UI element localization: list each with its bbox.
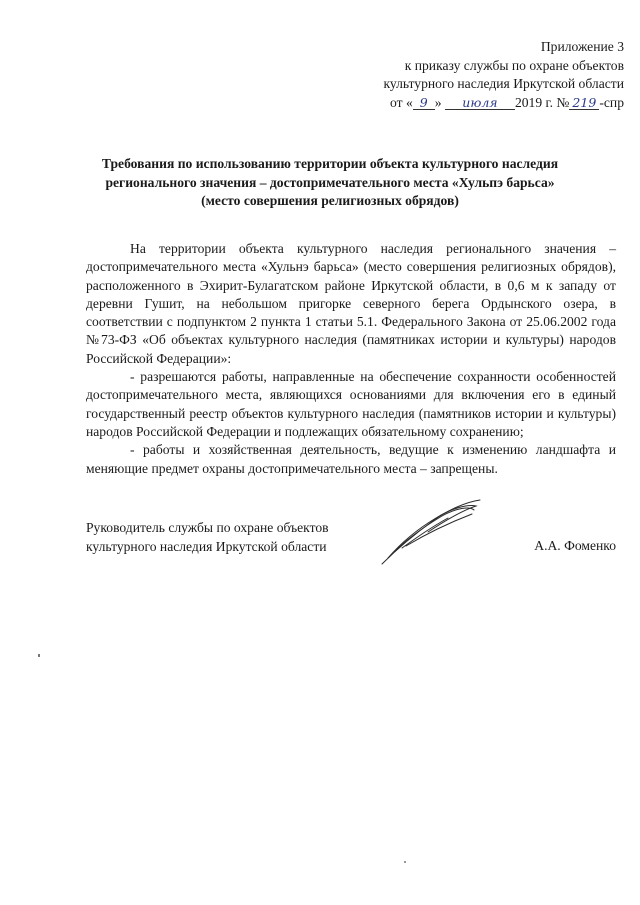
title-line-1: Требования по использованию территории объекта культурного наследия — [101, 156, 559, 171]
position-line-1: Руководитель службы по охране объектов — [86, 520, 329, 535]
handwritten-day: 9 — [413, 96, 435, 110]
document-body — [86, 240, 616, 478]
scan-speck — [38, 654, 40, 657]
handwritten-month: июля — [445, 96, 515, 110]
document-title — [60, 155, 600, 211]
date-mid: » — [434, 94, 442, 110]
body-paragraph-intro: На территории объекта культурного наследия регионального значения – достопримечательного места «Хульнэ барьса» (место совершения религиозных обрядов), расположенного в Эхирит-Булагатском районе Иркутской области, в 0,6 м к западу от деревни Гушит, на небольшом пригорке северного берега Ордынского озера, в соответствии с подпунктом 2 пункта 1 статьи 5.1. Федерального Закона от 25.06.2002 года №73-ФЗ «Об объектах культурного наследия (памятниках истории и культуры) народов Российской Федерации»: — [86, 241, 616, 366]
title-line-3: (место совершения религиозных обрядов) — [201, 193, 459, 208]
appendix-authority: культурного наследия Иркутской области — [383, 76, 624, 91]
signatory-position — [86, 518, 329, 556]
date-year: 2019 г. № — [514, 94, 570, 110]
handwritten-order-number: 219 — [569, 96, 599, 110]
signatory-name: А.А. Фоменко — [534, 538, 616, 553]
handwritten-signature — [376, 498, 486, 568]
appendix-header — [383, 38, 624, 112]
date-prefix: от « — [389, 94, 413, 110]
body-paragraph-permitted: - разрешаются работы, направленные на обеспечение сохранности особенностей достопримечательного места, являющихся основаниями для включения его в единый государственный реестр объектов культурного наследия (памятников истории и культуры) народов Российской Федерации и подлежащих обязательному сохранению; — [86, 369, 616, 439]
title-line-2: регионального значения – достопримечательного места «Хульпэ барьса» — [105, 174, 555, 190]
position-line-2: культурного наследия Иркутской области — [86, 539, 327, 554]
scan-speck — [404, 861, 406, 863]
appendix-number: Приложение 3 — [540, 39, 624, 54]
appendix-date-line — [383, 94, 624, 113]
appendix-order-ref: к приказу службы по охране объектов — [404, 57, 624, 73]
body-paragraph-prohibited: - работы и хозяйственная деятельность, ведущие к изменению ландшафта и меняющие предмет охраны достопримечательного места – запрещены. — [86, 442, 616, 476]
order-suffix: -спр — [599, 94, 624, 110]
